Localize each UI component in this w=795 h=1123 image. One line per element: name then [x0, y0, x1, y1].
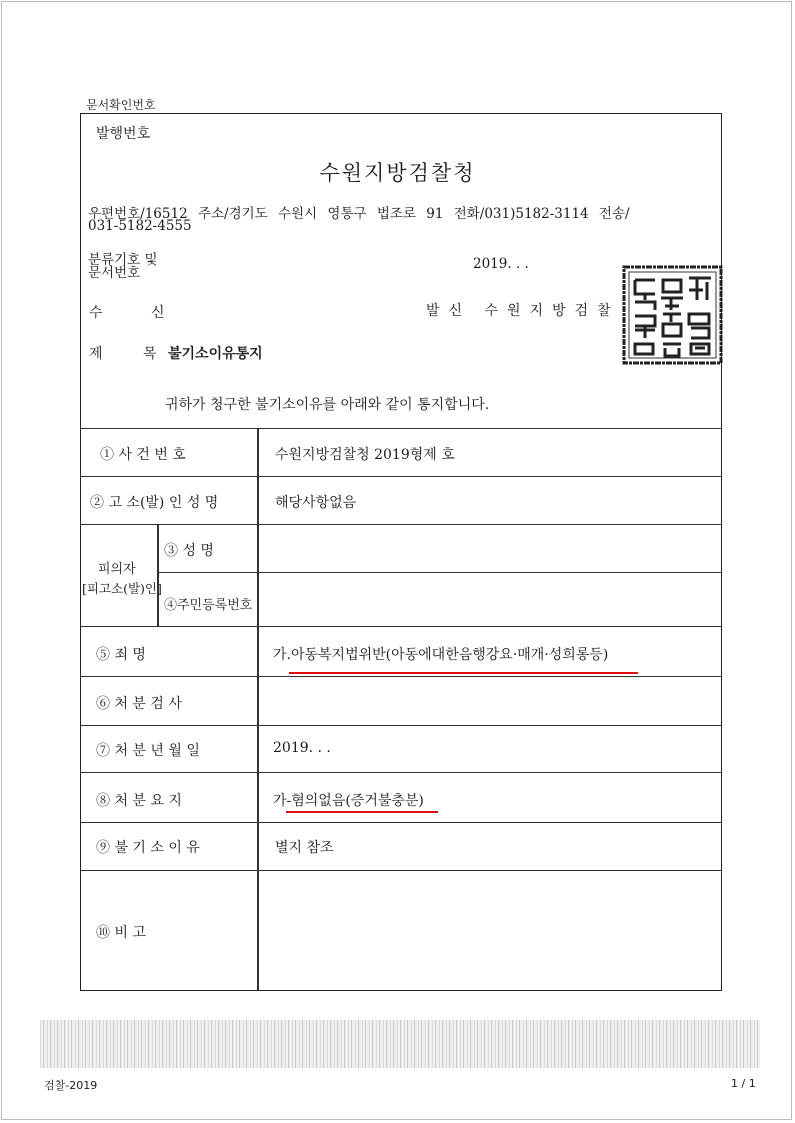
suspect-label: 피의자: [98, 562, 136, 577]
reason-label: ⑨ 불 기 소 이 유: [96, 840, 200, 856]
table-column-divider: [257, 428, 259, 990]
seal-lettering: 수원지방검찰청인: [621, 264, 629, 265]
crime-value: 가.아동복지법위반(아동에대한음행강요·매개·성희롱등): [273, 647, 609, 663]
table-rule: [80, 524, 722, 525]
address-line-2: 031-5182-4555: [88, 218, 192, 234]
subject-value: 불기소이유통지: [168, 346, 263, 362]
table-rule: [80, 870, 722, 871]
footer-page-number: 1 / 1: [731, 1077, 756, 1090]
classification-label-2: 문서번호: [88, 265, 141, 281]
table-rule: [80, 725, 722, 726]
disposition-date-value: 2019. . .: [273, 740, 331, 756]
doc-confirm-number-label: 문서확인번호: [86, 98, 156, 112]
reason-value: 별지 참조: [275, 840, 334, 856]
issue-date: 2019. . .: [473, 256, 529, 272]
table-rule: [157, 572, 722, 573]
disposition-gist-label: ⑧ 처 분 요 지: [96, 793, 182, 809]
recipient-label: 수 신: [89, 305, 187, 321]
classification-label-1: 분류기호 및: [88, 252, 158, 268]
case-no-value: 수원지방검찰청 2019형제 호: [275, 447, 455, 463]
name-label: ③ 성 명: [164, 543, 214, 559]
table-rule: [80, 772, 722, 773]
official-seal-stamp: [621, 264, 724, 366]
address-line-1: 우편번호/16512 주소/경기도 수원시 영통구 법조로 91 전화/031)5182-3114 전송/: [88, 206, 630, 222]
issue-number-label: 발행번호: [96, 126, 151, 142]
table-rule: [80, 428, 722, 429]
table-rule: [80, 626, 722, 627]
complainant-value: 해당사항없음: [275, 495, 357, 511]
suspect-sublabel: [피고소(발)인]: [82, 581, 162, 596]
intro-text: 귀하가 청구한 불기소이유를 아래와 같이 통지합니다.: [165, 397, 490, 413]
subject-label: 제 목: [89, 346, 175, 362]
resident-no-label: ④주민등록번호: [164, 598, 253, 613]
table-rule: [80, 676, 722, 677]
crime-underline-mark: [289, 672, 638, 674]
crime-label: ⑤ 죄 명: [96, 647, 146, 663]
scan-noise-band: [40, 1020, 760, 1068]
table-rule: [80, 476, 722, 477]
disposition-date-label: ⑦ 처 분 년 월 일: [96, 743, 200, 759]
prosecutor-label: ⑥ 처 분 검 사: [96, 696, 182, 712]
table-rule: [80, 822, 722, 823]
table-column-divider: [157, 524, 159, 626]
sender-text: 발신 수원지방검찰: [426, 303, 620, 319]
footer-code: 검찰-2019: [44, 1079, 98, 1092]
remarks-label: ⑩ 비 고: [96, 925, 146, 941]
disposition-gist-value: 가-혐의없음(증거불충분): [273, 793, 424, 809]
case-no-label: ① 사 건 번 호: [100, 447, 186, 463]
org-name-title: 수원지방검찰청: [319, 161, 476, 185]
gist-underline-mark: [286, 811, 438, 813]
complainant-label: ② 고 소(발) 인 성 명: [90, 495, 219, 511]
